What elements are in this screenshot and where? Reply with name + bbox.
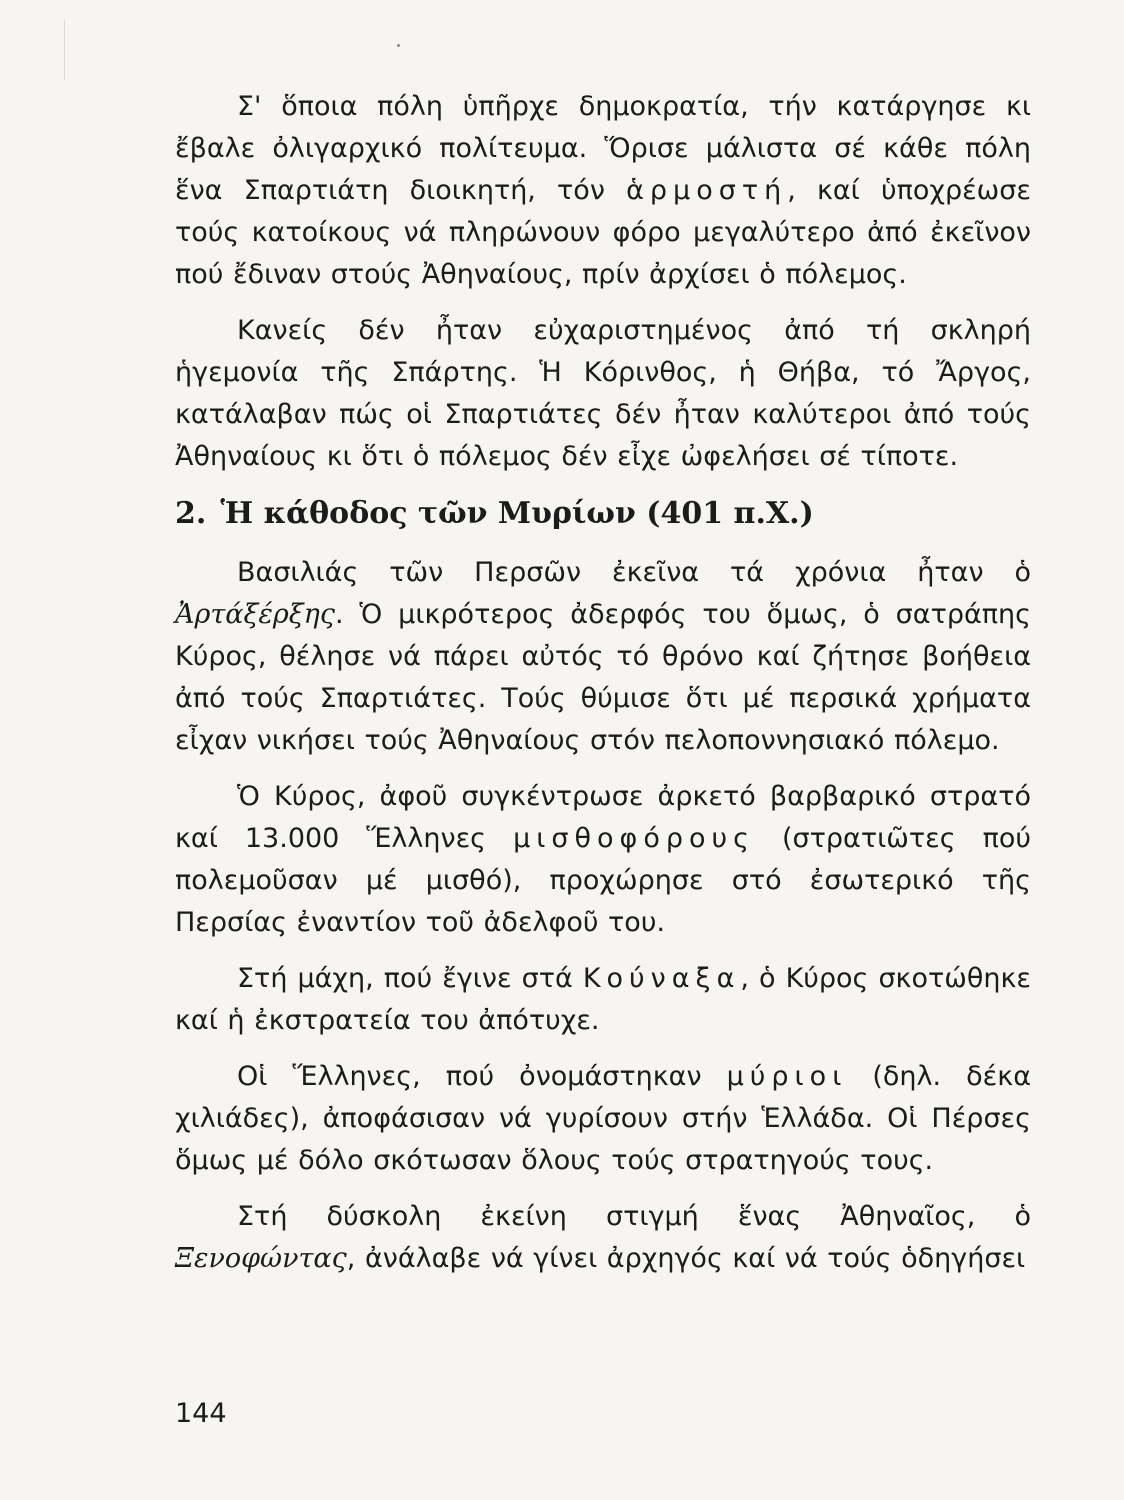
paragraph-text: . Ὁ μικρότερος ἀδερφός του ὅμως, ὁ σατράπης Κύρος, θέλησε νά πάρει αὐτός τό θρόνο καί ζήτησε βοήθεια ἀπό τούς Σπαρτιάτες. Τούς θύμισε ὅτι μέ περσικά χρήματα εἶχαν νικήσει τούς Ἀθηναίους στόν πελοποννησιακό πόλεμο. [175,599,1031,756]
paragraph-text: , ἀνάλαβε νά γίνει ἀρχηγός καί νά τούς ὁδηγήσει [346,1243,1026,1274]
section-number: 2. [175,496,207,531]
paragraph-text: (δηλ. δέκα χιλιάδες), ἀποφάσισαν νά γυρίσουν στήν Ἑλλάδα. Οἱ Πέρσες ὅμως μέ δόλο σκότωσαν ὅλους τούς στρατηγούς τους. [175,1061,1031,1176]
paragraph-text: , καί ὑποχρέωσε τούς κατοίκους νά πληρώνουν φόρο μεγαλύτερο ἀπό ἐκεῖνον πού ἔδιναν στούς Ἀθηναίους, πρίν ἀρχίσει ὁ πόλεμος. [175,175,1031,290]
section-heading [175,492,1031,536]
page-body [175,86,1031,1294]
paragraph-cyrus-army [175,776,1031,944]
paragraph-text: Στή μάχη, πού ἔγινε στά [237,963,583,994]
paragraph-ten-thousand [175,1056,1031,1182]
scan-edge-mark [64,20,65,80]
emphasized-term-myrioi: μύριοι [726,1061,848,1092]
page-number: 144 [175,1398,227,1429]
italic-name-xenophon: Ξενοφώντας [175,1243,347,1274]
paragraph-spartan-hegemony: Κανείς δέν ἦταν εὐχαριστημένος ἀπό τή σκληρή ἡγεμονία τῆς Σπάρτης. Ἡ Κόρινθος, ἡ Θήβα, τό Ἄργος, κατάλαβαν πώς οἱ Σπαρτιάτες δέν ἦταν καλύτεροι ἀπό τούς Ἀθηναίους κι ὅτι ὁ πόλεμος δέν εἶχε ὠφελήσει σέ τίποτε. [175,315,1031,472]
paragraph-artaxerxes [175,552,1031,762]
paragraph-spartan-governors [175,86,1031,296]
section-title: Ἡ κάθοδος τῶν Μυρίων (401 π.Χ.) [220,496,814,531]
italic-name-artaxerxes: Ἀρτάξέρξης [175,599,335,630]
paragraph-text: Ὁ Κύρος, ἀφοῦ συγκέντρωσε ἀρκετό βαρβαρικό στρατό καί 13.000 Ἕλληνες [175,781,1031,854]
paragraph-text: , ὁ Κύρος σκοτώθηκε καί ἡ ἐκστρατεία του ἀπότυχε. [175,963,1031,1036]
emphasized-term-harmost: ἁρμοστή [626,175,788,206]
scan-speck [397,44,400,47]
paragraph-text: Βασιλιάς τῶν Περσῶν ἐκεῖνα τά χρόνια ἦταν ὁ [237,557,1031,588]
paragraph-cunaxa [175,958,1031,1042]
paragraph-text: Οἱ Ἕλληνες, πού ὀνομάστηκαν [237,1061,727,1092]
emphasized-term-cunaxa: Κούναξα [582,963,741,994]
paragraph-text: (στρατιῶτες πού πολεμοῦσαν μέ μισθό), προχώρησε στό ἐσωτερικό τῆς Περσίας ἐναντίον τοῦ ἀδελφοῦ του. [175,823,1031,938]
paragraph-text: Σ' ὅποια πόλη ὑπῆρχε δημοκρατία, τήν κατάργησε κι ἔβαλε ὀλιγαρχικό πολίτευμα. Ὅρισε μάλιστα σέ κάθε πόλη ἕνα Σπαρτιάτη διοικητή, τόν [175,91,1031,206]
emphasized-term-mercenaries: μισθοφόρους [513,823,755,854]
paragraph-xenophon [175,1196,1031,1280]
paragraph-text: Στή δύσκολη ἐκείνη στιγμή ἕνας Ἀθηναῖος, ὁ [237,1201,1031,1232]
